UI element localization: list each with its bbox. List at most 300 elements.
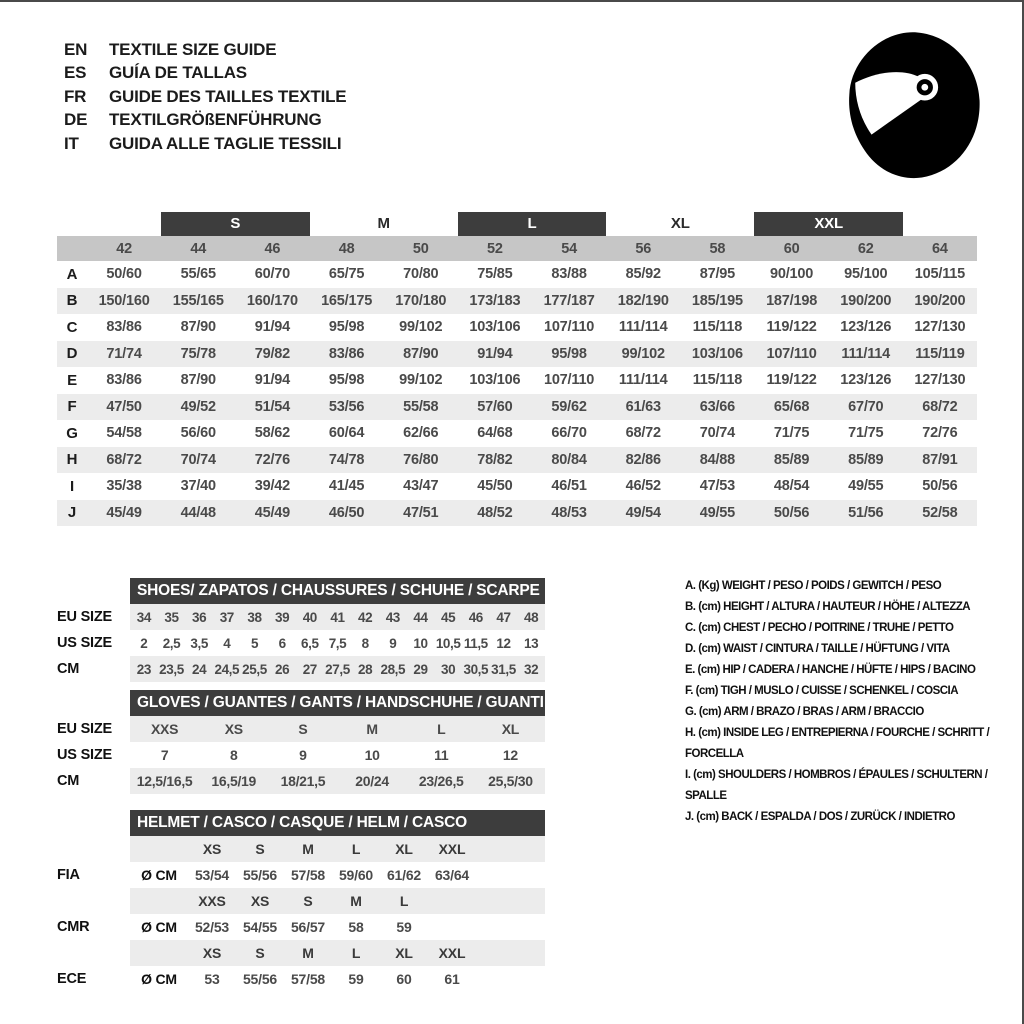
shoe-size-cell: 8 [361, 635, 369, 651]
size-value-cell: 51/54 [254, 398, 291, 415]
size-value-cell: 111/114 [618, 319, 668, 336]
helmet-size-label: XS [250, 893, 270, 909]
size-value-cell: 46/50 [328, 504, 365, 521]
size-value-cell: 49/55 [699, 504, 736, 521]
size-value-cell: 68/72 [625, 425, 661, 442]
helmet-value-cell: 55/56 [242, 971, 278, 987]
size-value-cell: 70/74 [699, 425, 736, 442]
table-row [57, 500, 977, 527]
size-value-cell: 91/94 [254, 372, 291, 389]
shoe-size-cell: 36 [192, 609, 207, 625]
size-value-cell: 107/110 [543, 372, 595, 389]
glove-size-cell: 8 [229, 747, 238, 763]
size-value-cell: 45/49 [254, 504, 291, 521]
glove-size-cell: 18/21,5 [280, 773, 326, 789]
size-value-cell: 91/94 [477, 345, 513, 362]
shoe-size-cell: 28 [358, 661, 373, 677]
helmet-value-cell: 59 [348, 971, 364, 987]
table-row [57, 447, 977, 474]
size-value-cell: 119/122 [766, 372, 817, 389]
size-value-cell: 41/45 [328, 478, 365, 495]
size-value-cell: 67/70 [848, 398, 884, 415]
legend-item: G. (cm) ARM / BRAZO / BRAS / ARM / BRACCIO [685, 706, 924, 718]
glove-size-cell: L [437, 721, 446, 737]
size-header-cell: 48 [338, 240, 355, 257]
size-value-cell: 107/110 [543, 319, 595, 336]
row-label: US SIZE [57, 747, 112, 763]
row-cells [130, 914, 545, 940]
size-value-cell: 43/47 [403, 478, 439, 495]
helmet-size-label: L [351, 841, 361, 857]
helmet-value-cell: 52/53 [194, 919, 230, 935]
size-value-cell: 52/58 [922, 504, 958, 521]
size-value-cell: 105/115 [914, 266, 966, 283]
row-cells [130, 656, 545, 682]
helmet-value-cell: 60 [396, 971, 412, 987]
shoe-size-cell: 6,5 [301, 635, 319, 651]
table-row [57, 473, 977, 500]
shoe-size-cell: 34 [136, 609, 151, 625]
size-value-cell: 71/74 [106, 345, 142, 362]
helmet-size-row [57, 888, 617, 914]
measurement-legend [685, 576, 1017, 828]
row-letter: I [70, 477, 74, 495]
helmet-size-row [57, 836, 617, 862]
size-value-cell: 44/48 [180, 504, 216, 521]
size-value-cell: 70/74 [180, 451, 216, 468]
size-value-cell: 62/66 [403, 425, 439, 442]
shoes-rows [57, 604, 617, 682]
gloves-header: GLOVES / GUANTES / GANTS / HANDSCHUHE / GUANTI [130, 690, 545, 716]
size-value-cell: 95/98 [328, 319, 365, 336]
helmet-value-cell: 56/57 [290, 919, 326, 935]
row-cells [130, 630, 545, 656]
row-letter: A [66, 265, 78, 283]
numeric-size-row [57, 236, 977, 261]
size-value-cell: 87/90 [180, 372, 216, 389]
glove-size-cell: 11 [434, 747, 449, 763]
row-label: EU SIZE [57, 721, 112, 737]
language-title-list [64, 38, 346, 156]
glove-size-cell: XXS [151, 721, 179, 737]
size-band-s: S [161, 212, 309, 236]
helmet-size-label: XXL [438, 945, 466, 961]
glove-size-cell: 23/26,5 [418, 773, 464, 789]
glove-size-cell: 16,5/19 [211, 773, 257, 789]
helmet-value-cell: 63/64 [434, 867, 470, 883]
row-letter: F [67, 398, 77, 416]
size-value-cell: 57/60 [477, 398, 513, 415]
size-value-cell: 60/70 [254, 266, 291, 283]
size-value-cell: 47/51 [403, 504, 439, 521]
shoe-size-cell: 7,5 [328, 635, 347, 651]
size-value-cell: 99/102 [621, 345, 665, 362]
size-value-cell: 111/114 [841, 345, 891, 362]
size-value-cell: 53/56 [328, 398, 365, 415]
helmet-size-label: XL [395, 945, 413, 961]
shoe-size-cell: 47 [496, 609, 511, 625]
helmet-value-cell: 53/54 [194, 867, 230, 883]
helmet-standard-group [57, 888, 617, 940]
glove-size-cell: XL [501, 721, 520, 737]
legend-item: B. (cm) HEIGHT / ALTURA / HAUTEUR / HÖHE / ALTEZZA [685, 601, 971, 613]
shoe-size-cell: 10 [413, 635, 428, 651]
row-letter: J [67, 504, 77, 522]
shoe-size-cell: 24,5 [214, 661, 240, 677]
guide-title: GUIDE DES TAILLES TEXTILE [109, 86, 347, 106]
size-value-cell: 75/78 [180, 345, 216, 362]
size-value-cell: 103/106 [469, 372, 521, 389]
row-cells [130, 716, 545, 742]
guide-title: GUÍA DE TALLAS [109, 63, 247, 83]
row-cells [130, 888, 545, 914]
table-row [57, 288, 977, 315]
helmet-size-label: L [399, 893, 409, 909]
size-value-cell: 99/102 [399, 319, 443, 336]
helmet-header: HELMET / CASCO / CASQUE / HELM / CASCO [130, 810, 545, 836]
helmet-value-cell: 57/58 [290, 971, 326, 987]
shoe-size-cell: 35 [164, 609, 179, 625]
guide-title: TEXTILE SIZE GUIDE [109, 39, 277, 59]
glove-size-cell: S [298, 721, 308, 737]
size-value-cell: 65/75 [328, 266, 365, 283]
shoe-size-cell: 41 [330, 609, 345, 625]
racing-helmet-icon [836, 26, 984, 184]
gloves-rows [57, 716, 617, 794]
size-band-xxl: XXL [754, 212, 902, 236]
size-value-cell: 103/106 [691, 345, 743, 362]
helmet-size-label: M [302, 841, 314, 857]
size-value-cell: 85/89 [773, 451, 810, 468]
size-value-cell: 84/88 [699, 451, 736, 468]
size-value-cell: 72/76 [254, 451, 291, 468]
size-header-cell: 64 [932, 240, 948, 257]
size-band-l: L [458, 212, 606, 236]
shoe-size-cell: 24 [192, 661, 207, 677]
shoe-size-cell: 39 [275, 609, 290, 625]
legend-item: F. (cm) TIGH / MUSLO / CUISSE / SCHENKEL / COSCIA [685, 685, 959, 697]
size-value-cell: 87/90 [403, 345, 439, 362]
size-header-cell: 60 [783, 240, 800, 257]
shoe-size-cell: 26 [275, 661, 290, 677]
legend-item: E. (cm) HIP / CADERA / HANCHE / HÜFTE / HIPS / BACINO [685, 664, 976, 676]
size-header-cell: 56 [635, 240, 652, 257]
size-value-cell: 46/51 [551, 478, 587, 495]
size-value-cell: 45/49 [106, 504, 142, 521]
size-value-cell: 95/98 [551, 345, 587, 362]
textile-size-table [57, 212, 977, 526]
helmet-size-label: M [350, 893, 362, 909]
size-value-cell: 51/56 [848, 504, 884, 521]
shoe-size-cell: 38 [247, 609, 262, 625]
helmet-size-label: XXL [438, 841, 466, 857]
table-row [57, 656, 617, 682]
helmet-size-label: XL [395, 841, 413, 857]
size-header-cell: 62 [857, 240, 874, 257]
unit-label: Ø CM [141, 971, 177, 987]
helmet-size-label: L [351, 945, 361, 961]
size-header-cell: 58 [709, 240, 726, 257]
table-row [57, 742, 617, 768]
language-title-row [64, 38, 346, 62]
size-value-cell: 115/119 [915, 345, 965, 362]
size-value-cell: 177/187 [543, 292, 595, 309]
textile-rows [57, 261, 977, 526]
shoe-size-cell: 46 [468, 609, 483, 625]
shoe-size-cell: 43 [385, 609, 400, 625]
helmet-size-label: XS [202, 945, 222, 961]
table-row [57, 314, 977, 341]
table-row [57, 604, 617, 630]
helmet-value-cell: 61 [444, 971, 460, 987]
size-value-cell: 64/68 [477, 425, 513, 442]
helmet-value-cell: 53 [204, 971, 220, 987]
helmet-value-cell: 59 [396, 919, 412, 935]
table-row [57, 420, 977, 447]
shoe-size-cell: 10,5 [435, 635, 461, 651]
size-value-cell: 35/38 [106, 478, 142, 495]
table-row [57, 630, 617, 656]
size-value-cell: 37/40 [180, 478, 216, 495]
size-value-cell: 48/54 [773, 478, 810, 495]
helmet-value-row [57, 966, 617, 992]
size-value-cell: 83/88 [551, 266, 587, 283]
shoe-size-cell: 11,5 [463, 635, 488, 651]
size-value-cell: 160/170 [246, 292, 298, 309]
standard-label: FIA [57, 867, 80, 883]
row-letter: E [67, 371, 77, 389]
helmet-standard-group [57, 836, 617, 888]
row-cells [130, 940, 545, 966]
size-value-cell: 99/102 [399, 372, 443, 389]
row-label: CM [57, 773, 80, 789]
size-value-cell: 127/130 [914, 372, 966, 389]
row-label: US SIZE [57, 635, 112, 651]
legend-item: H. (cm) INSIDE LEG / ENTREPIERNA / FOURCHE / SCHRITT / FORCELLA [685, 727, 990, 760]
shoe-size-cell: 2,5 [162, 635, 181, 651]
unit-label: Ø CM [141, 867, 177, 883]
size-value-cell: 83/86 [106, 319, 142, 336]
size-value-cell: 127/130 [914, 319, 966, 336]
size-value-cell: 85/92 [625, 266, 661, 283]
helmet-size-label: S [255, 945, 265, 961]
language-code: EN [64, 39, 88, 59]
glove-size-cell: 12 [502, 747, 518, 763]
size-value-cell: 49/54 [625, 504, 661, 521]
helmet-table [57, 810, 617, 992]
size-value-cell: 60/64 [328, 425, 365, 442]
glove-size-cell: M [366, 721, 378, 737]
size-value-cell: 115/118 [692, 319, 743, 336]
helmet-size-label: S [255, 841, 265, 857]
shoe-size-cell: 13 [524, 635, 539, 651]
size-header-cell: 42 [116, 240, 132, 257]
size-value-cell: 65/68 [773, 398, 810, 415]
size-value-cell: 83/86 [328, 345, 365, 362]
size-value-cell: 95/98 [328, 372, 365, 389]
helmet-standard-group [57, 940, 617, 992]
size-value-cell: 185/195 [691, 292, 743, 309]
table-row [57, 341, 977, 368]
size-value-cell: 190/200 [840, 292, 892, 309]
shoe-size-cell: 31,5 [491, 661, 516, 677]
standard-label: CMR [57, 919, 90, 935]
language-code: FR [64, 86, 87, 106]
row-label: CM [57, 661, 80, 677]
size-value-cell: 165/175 [321, 292, 373, 309]
shoe-size-cell: 27 [302, 661, 317, 677]
shoe-size-cell: 30 [441, 661, 456, 677]
shoe-size-cell: 27,5 [325, 661, 350, 677]
size-value-cell: 74/78 [328, 451, 365, 468]
row-label: EU SIZE [57, 609, 112, 625]
legend-item: D. (cm) WAIST / CINTURA / TAILLE / HÜFTUNG / VITA [685, 643, 950, 655]
guide-title: GUIDA ALLE TAGLIE TESSILI [109, 133, 342, 153]
size-value-cell: 49/52 [180, 398, 216, 415]
shoe-size-cell: 29 [413, 661, 428, 677]
shoe-size-cell: 44 [413, 609, 428, 625]
size-value-cell: 70/80 [403, 266, 439, 283]
size-value-cell: 58/62 [254, 425, 291, 442]
size-value-cell: 61/63 [625, 398, 661, 415]
glove-size-cell: 20/24 [355, 773, 389, 789]
size-value-cell: 49/55 [848, 478, 884, 495]
size-header-cell: 44 [190, 240, 207, 257]
size-value-cell: 56/60 [180, 425, 216, 442]
language-title-row [64, 62, 346, 86]
size-value-cell: 45/50 [477, 478, 513, 495]
language-code: ES [64, 63, 87, 83]
size-band-row [57, 212, 977, 236]
size-value-cell: 87/95 [699, 266, 736, 283]
shoe-size-cell: 6 [278, 635, 286, 651]
shoe-size-cell: 3,5 [190, 635, 208, 651]
size-value-cell: 85/89 [848, 451, 884, 468]
shoe-size-cell: 28,5 [380, 661, 406, 677]
table-row [57, 367, 977, 394]
language-title-row [64, 109, 346, 133]
row-letter: B [66, 292, 78, 310]
table-row [57, 394, 977, 421]
shoe-size-cell: 9 [389, 635, 397, 651]
glove-size-cell: 12,5/16,5 [136, 773, 193, 789]
size-value-cell: 68/72 [922, 398, 958, 415]
size-value-cell: 47/53 [699, 478, 736, 495]
helmet-value-cell: 57/58 [290, 867, 326, 883]
legend-item: C. (cm) CHEST / PECHO / POITRINE / TRUHE / PETTO [685, 622, 954, 634]
size-value-cell: 50/56 [773, 504, 810, 521]
size-value-cell: 107/110 [766, 345, 817, 362]
helmet-size-label: XS [202, 841, 222, 857]
size-value-cell: 78/82 [477, 451, 513, 468]
row-letter: H [66, 451, 78, 469]
size-value-cell: 119/122 [766, 319, 817, 336]
guide-title: TEXTILGRÖßENFÜHRUNG [109, 110, 322, 130]
size-value-cell: 55/58 [403, 398, 439, 415]
size-value-cell: 66/70 [551, 425, 587, 442]
size-value-cell: 182/190 [617, 292, 669, 309]
shoe-size-cell: 23 [136, 661, 151, 677]
size-value-cell: 190/200 [914, 292, 966, 309]
shoe-size-cell: 25,5 [242, 661, 267, 677]
size-value-cell: 68/72 [106, 451, 142, 468]
language-title-row [64, 132, 346, 156]
size-value-cell: 76/80 [403, 451, 439, 468]
size-value-cell: 82/86 [625, 451, 661, 468]
legend-item: J. (cm) BACK / ESPALDA / DOS / ZURÜCK / INDIETRO [685, 811, 955, 823]
glove-size-cell: 10 [364, 747, 380, 763]
row-cells [130, 836, 545, 862]
row-cells [130, 966, 545, 992]
gloves-table [57, 690, 617, 794]
size-value-cell: 80/84 [551, 451, 587, 468]
shoe-size-cell: 30,5 [463, 661, 489, 677]
row-cells [130, 768, 545, 794]
size-value-cell: 72/76 [922, 425, 958, 442]
size-value-cell: 55/65 [180, 266, 216, 283]
shoe-size-cell: 40 [302, 609, 317, 625]
size-value-cell: 150/160 [98, 292, 150, 309]
shoe-size-cell: 4 [223, 635, 231, 651]
shoe-size-cell: 45 [441, 609, 456, 625]
row-letter: C [66, 318, 78, 336]
shoe-size-cell: 48 [524, 609, 539, 625]
shoe-size-cell: 12 [496, 635, 511, 651]
glove-size-cell: 25,5/30 [488, 773, 533, 789]
size-value-cell: 87/91 [922, 451, 958, 468]
helmet-size-label: S [303, 893, 313, 909]
row-letter: D [66, 345, 78, 363]
helmet-value-cell: 61/62 [386, 867, 422, 883]
language-title-row [64, 85, 346, 109]
size-value-cell: 91/94 [254, 319, 291, 336]
shoe-size-cell: 37 [219, 609, 234, 625]
row-cells [130, 742, 545, 768]
size-value-cell: 111/114 [618, 372, 668, 389]
size-value-cell: 170/180 [395, 292, 447, 309]
glove-size-cell: 7 [160, 747, 169, 763]
shoes-table [57, 578, 617, 682]
size-header-cell: 46 [264, 240, 281, 257]
size-value-cell: 83/86 [106, 372, 142, 389]
row-letter: G [66, 424, 78, 442]
size-value-cell: 115/118 [692, 372, 743, 389]
size-value-cell: 54/58 [106, 425, 142, 442]
size-header-cell: 50 [412, 240, 429, 257]
helmet-size-row [57, 940, 617, 966]
language-code: IT [64, 133, 79, 153]
size-value-cell: 46/52 [625, 478, 661, 495]
helmet-value-cell: 58 [348, 919, 364, 935]
table-row [57, 716, 617, 742]
size-value-cell: 95/100 [844, 266, 888, 283]
unit-label: Ø CM [141, 919, 177, 935]
helmet-value-row [57, 862, 617, 888]
size-value-cell: 50/60 [106, 266, 142, 283]
size-header-cell: 54 [561, 240, 577, 257]
size-value-cell: 123/126 [840, 372, 892, 389]
table-row [57, 768, 617, 794]
glove-size-cell: XS [224, 721, 243, 737]
size-band-m: M [377, 215, 390, 232]
size-value-cell: 48/53 [551, 504, 587, 521]
helmet-value-cell: 59/60 [338, 867, 374, 883]
helmet-standards [57, 836, 617, 992]
size-value-cell: 63/66 [699, 398, 736, 415]
size-value-cell: 173/183 [469, 292, 521, 309]
size-value-cell: 187/198 [766, 292, 818, 309]
shoes-header: SHOES/ ZAPATOS / CHAUSSURES / SCHUHE / SCARPE [130, 578, 545, 604]
